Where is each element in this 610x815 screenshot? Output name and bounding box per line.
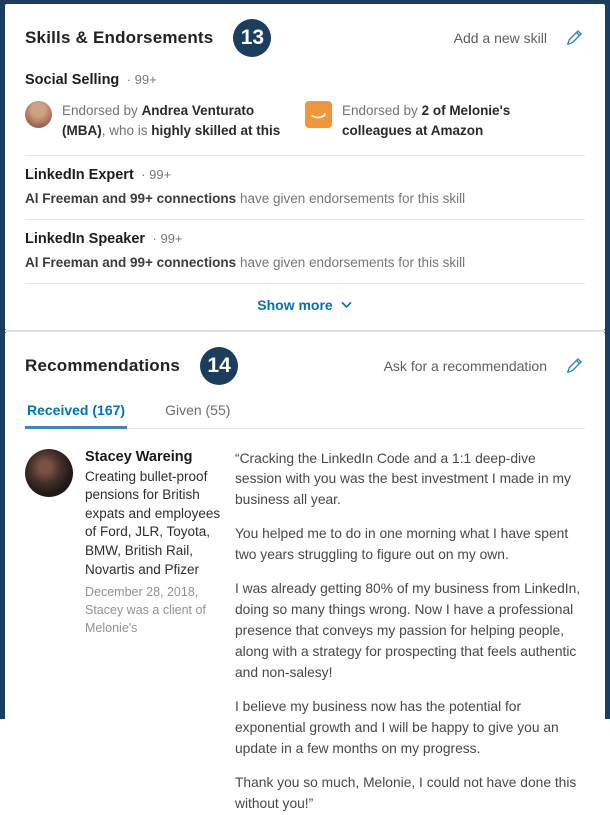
endorsement-text: Endorsed by 2 of Melonie's colleagues at Amazon xyxy=(342,101,573,142)
skill-name-link[interactable]: LinkedIn Expert xyxy=(25,167,134,183)
recommendation-paragraph: “Cracking the LinkedIn Code and a 1:1 deep-dive session with you was the best investment I made in my business all year. xyxy=(235,449,585,512)
add-new-skill-button[interactable]: Add a new skill xyxy=(454,30,547,46)
callout-badge-13: 13 xyxy=(233,19,271,57)
endorsers-line: Al Freeman and 99+ connections have given endorsements for this skill xyxy=(25,191,585,206)
skills-header xyxy=(25,4,585,66)
recommendations-tabs xyxy=(25,395,585,429)
ask-for-recommendation-button[interactable]: Ask for a recommendation xyxy=(384,358,547,374)
recommendation-date-relationship: December 28, 2018, Stacey was a client of Melonie's xyxy=(85,584,223,637)
recommender-avatar[interactable] xyxy=(25,449,73,497)
endorsers-link[interactable]: Al Freeman and 99+ connections xyxy=(25,255,236,270)
endorsement-count: · 99+ xyxy=(153,231,183,246)
endorsement-count: · 99+ xyxy=(127,72,157,87)
skill-name-link[interactable]: Social Selling xyxy=(25,72,119,88)
skill-row-linkedin-expert xyxy=(25,156,585,219)
recommendations-header xyxy=(25,332,585,394)
skills-endorsements-card xyxy=(5,4,605,330)
amazon-logo-icon xyxy=(305,101,332,128)
skills-section-title: Skills & Endorsements xyxy=(25,28,213,48)
recommender-info xyxy=(25,449,223,815)
endorser-skill-note: highly skilled at this xyxy=(151,123,280,138)
endorsement-text: Endorsed by Andrea Venturato (MBA), who is highly skilled at this xyxy=(62,101,293,142)
endorsement-count: · 99+ xyxy=(141,167,171,182)
callout-badge-14: 14 xyxy=(200,347,238,385)
edit-recommendations-button[interactable] xyxy=(563,355,585,377)
recommendations-card xyxy=(5,332,605,815)
recommender-headline: Creating bullet-proof pensions for British expats and employees of Ford, JLR, Toyota, BMW, British Rail, Novartis and Pfizer xyxy=(85,468,223,580)
skill-name-link[interactable]: LinkedIn Speaker xyxy=(25,231,145,247)
recommendation-text xyxy=(223,449,585,815)
endorsers-line: Al Freeman and 99+ connections have given endorsements for this skill xyxy=(25,255,585,270)
tab-received[interactable]: Received (167) xyxy=(25,395,127,429)
recommendation-paragraph: I believe my business now has the potential for exponential growth and I will be happy to give you an update in a few months on my progress. xyxy=(235,697,585,760)
recommendation-paragraph: Thank you so much, Melonie, I could not have done this without you!” xyxy=(235,773,585,815)
recommendations-section-title: Recommendations xyxy=(25,356,180,376)
endorser-name[interactable]: Andrea Venturato (MBA) xyxy=(62,103,254,138)
skill-row-linkedin-speaker xyxy=(25,220,585,283)
recommendation-item xyxy=(25,429,585,815)
pencil-icon xyxy=(564,356,584,376)
endorser-avatar[interactable] xyxy=(25,101,52,128)
show-more-button[interactable]: Show more xyxy=(25,284,585,328)
endorsement-highlight-person xyxy=(25,101,305,142)
endorsers-link[interactable]: Al Freeman and 99+ connections xyxy=(25,191,236,206)
colleague-endorsers[interactable]: 2 of Melonie's colleagues at Amazon xyxy=(342,103,510,138)
chevron-down-icon xyxy=(340,298,353,311)
skill-row-social-selling xyxy=(25,66,585,92)
pencil-icon xyxy=(564,28,584,48)
recommender-name[interactable]: Stacey Wareing xyxy=(85,449,223,465)
recommendation-paragraph: I was already getting 80% of my business from LinkedIn, doing so many things wrong. Now I have a professional presence that conveys my passion for helping people, along with a strategy for prospecting that feels authentic and non-salesy! xyxy=(235,579,585,684)
edit-skills-button[interactable] xyxy=(563,27,585,49)
recommendation-paragraph: You helped me to do in one morning what I have spent two years struggling to figure out on my own. xyxy=(235,524,585,566)
tab-given[interactable]: Given (55) xyxy=(163,395,232,428)
endorsement-highlight-company xyxy=(305,101,585,142)
recommender-details xyxy=(85,449,223,815)
endorsement-highlights xyxy=(25,92,585,155)
